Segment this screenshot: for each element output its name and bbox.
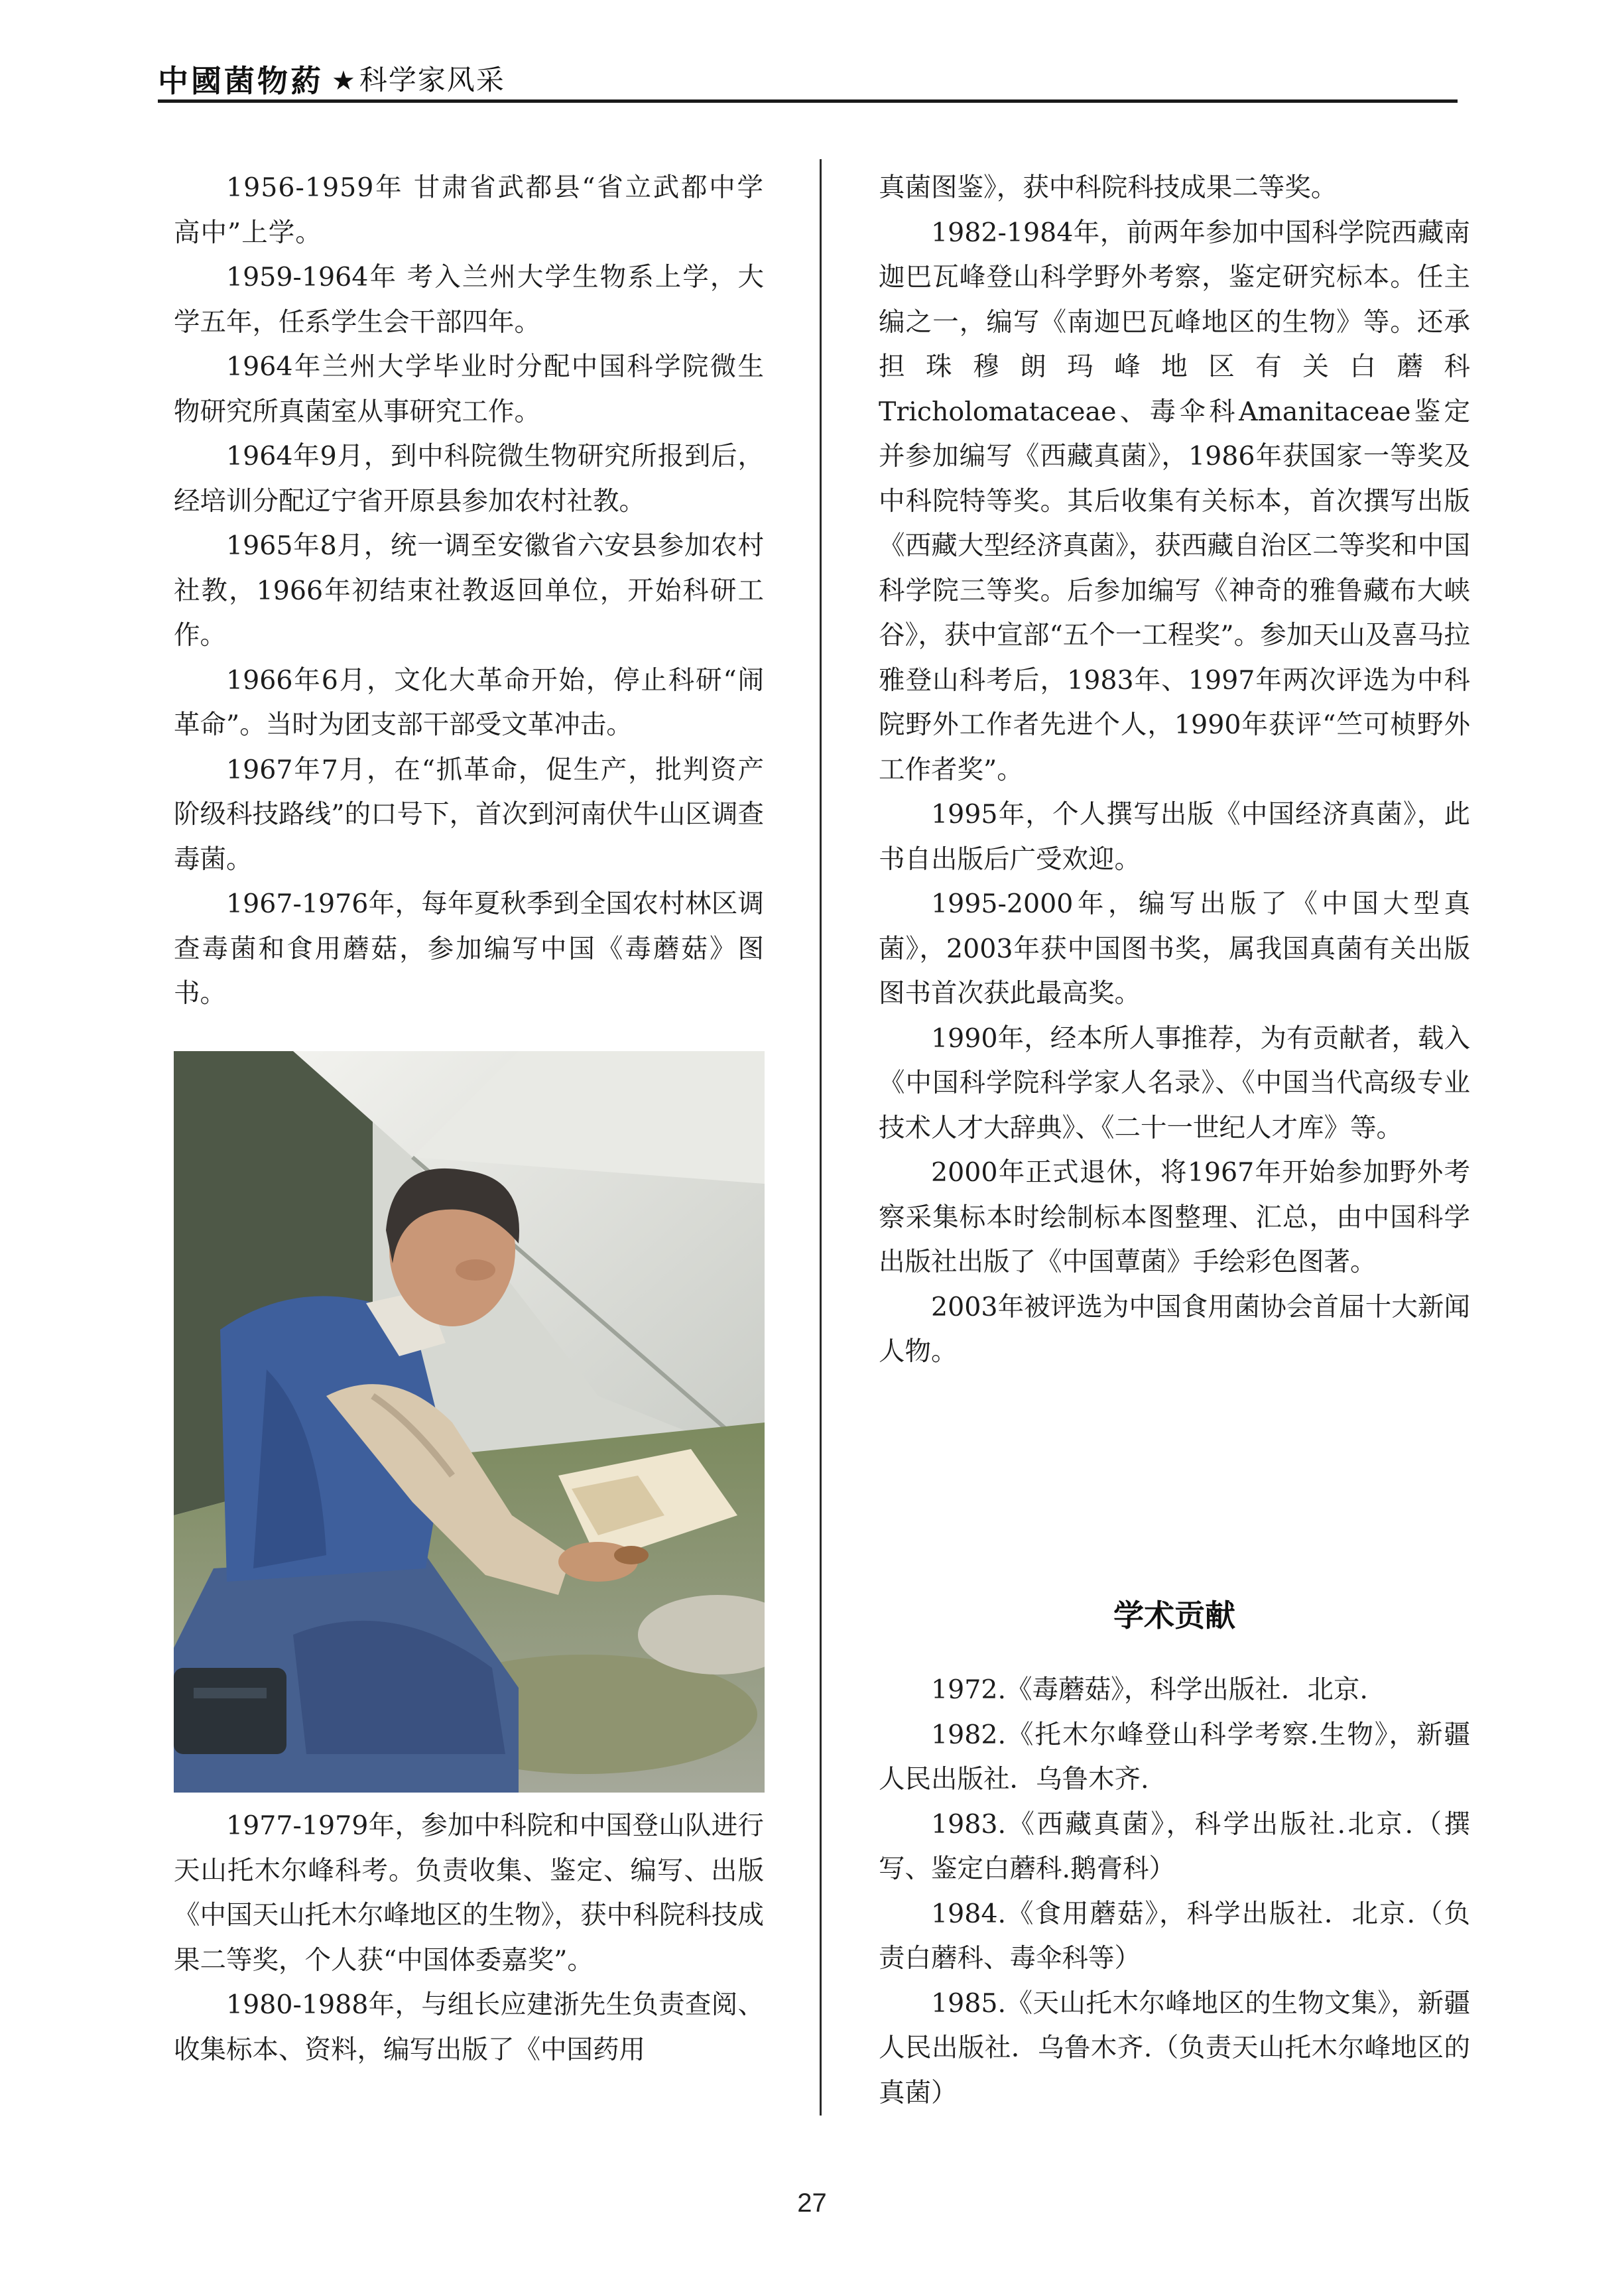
publication-item: 1972.《毒蘑菇》，科学出版社．北京. — [931, 1675, 1368, 1705]
publication-item: 1983.《西藏真菌》，科学出版社.北京.（撰写、鉴定白蘑科.鹅膏科） — [879, 1808, 1470, 1884]
bio-paragraph: 1977-1979年，参加中科院和中国登山队进行天山托木尔峰科考。负责收集、鉴定、编写、出版《中国天山托木尔峰地区的生物》，获中科院科技成果二等奖，个人获“中国体委嘉奖”。 — [174, 1810, 764, 1976]
bio-paragraph: 1964年兰州大学毕业时分配中国科学院微生物研究所真菌室从事研究工作。 — [174, 351, 764, 427]
bio-continuation: 真菌图鉴》，获中科院科技成果二等奖。 — [879, 172, 1338, 203]
page-number: 27 — [797, 2188, 827, 2218]
bio-paragraph: 2003年被评选为中国食用菌协会首届十大新闻人物。 — [879, 1291, 1470, 1367]
bio-paragraph: 1980-1988年，与组长应建浙先生负责查阅、收集标本、资料，编写出版了《中国药用 — [174, 1990, 764, 2065]
bio-paragraph: 1990年，经本所人事推荐，为有贡献者，载入《中国科学院科学家人名录》、《中国当代高级专业技术人才大辞典》、《二十一世纪人才库》等。 — [879, 1023, 1470, 1143]
bio-paragraph: 1966年6月，文化大革命开始，停止科研“闹革命”。当时为团支部干部受文革冲击。 — [174, 664, 764, 740]
publication-list — [879, 1668, 1470, 2116]
publication-item: 1985.《天山托木尔峰地区的生物文集》，新疆人民出版社．乌鲁木齐.（负责天山托木尔峰地区的真菌） — [879, 1988, 1470, 2108]
magazine-brand: 中國菌物葯 — [158, 63, 324, 99]
bio-paragraph: 1982-1984年，前两年参加中国科学院西藏南迦巴瓦峰登山科学野外考察，鉴定研究标本。任主编之一，编写《南迦巴瓦峰地区的生物》等。还承担珠穆朗玛峰地区有关白蘑科Tricholomataceae、毒伞科Amanitaceae鉴定并参加编写《西藏真菌》，1986年获国家一等奖及中科院特等奖。其后收集有关标本，首次撰写出版《西藏大型经济真菌》，获西藏自治区二等奖和中国科学院三等奖。后参加编写《神奇的雅鲁藏布大峡谷》，获中宣部“五个一工程奖”。参加天山及喜马拉雅登山科考后，1983年、1997年两次评选为中科院野外工作者先进个人，1990年获评“竺可桢野外工作者奖”。 — [879, 217, 1470, 785]
bio-paragraph: 1995年，个人撰写出版《中国经济真菌》，此书自出版后广受欢迎。 — [879, 799, 1470, 875]
bio-paragraph: 1995-2000年，编写出版了《中国大型真菌》，2003年获中国图书奖，属我国真菌有关出版图书首次获此最高奖。 — [879, 889, 1470, 1009]
section-title: 科学家风采 — [359, 64, 505, 96]
header-rule — [158, 99, 1458, 103]
section-heading: 学术贡献 — [1113, 1598, 1235, 1633]
bio-paragraph: 1967年7月，在“抓革命，促生产，批判资产阶级科技路线”的口号下，首次到河南伏牛山区调查毒菌。 — [174, 754, 764, 875]
section-label — [332, 58, 505, 98]
bio-paragraph: 1956-1959年 甘肃省武都县“省立武都中学高中”上学。 — [174, 172, 764, 248]
bio-paragraph: 1967-1976年，每年夏秋季到全国农村林区调查毒菌和食用蘑菇，参加编写中国《毒蘑菇》图书。 — [174, 889, 764, 1009]
publication-item: 1982.《托木尔峰登山科学考察.生物》，新疆人民出版社．乌鲁木齐. — [879, 1719, 1470, 1795]
right-column — [879, 166, 1470, 1375]
page-header — [158, 52, 1458, 106]
publication-item: 1984.《食用蘑菇》，科学出版社．北京.（负责白蘑科、毒伞科等） — [879, 1898, 1470, 1974]
bio-paragraph: 1965年8月，统一调至安徽省六安县参加农村社教，1966年初结束社教返回单位，开始科研工作。 — [174, 531, 764, 651]
left-column-top — [174, 166, 764, 1017]
column-divider — [820, 159, 822, 2116]
bio-paragraph: 1959-1964年 考入兰州大学生物系上学，大学五年，任系学生会干部四年。 — [174, 262, 764, 338]
bio-paragraph: 1964年9月，到中科院微生物研究所报到后，经培训分配辽宁省开原县参加农村社教。 — [174, 441, 764, 517]
star-icon: ★ — [332, 66, 357, 96]
field-photo-illustration — [174, 1051, 765, 1793]
field-photo — [174, 1051, 765, 1793]
bio-paragraph: 2000年正式退休，将1967年开始参加野外考察采集标本时绘制标本图整理、汇总，由中国科学出版社出版了《中国蕈菌》手绘彩色图著。 — [879, 1157, 1470, 1277]
left-column-bottom — [174, 1804, 764, 2072]
